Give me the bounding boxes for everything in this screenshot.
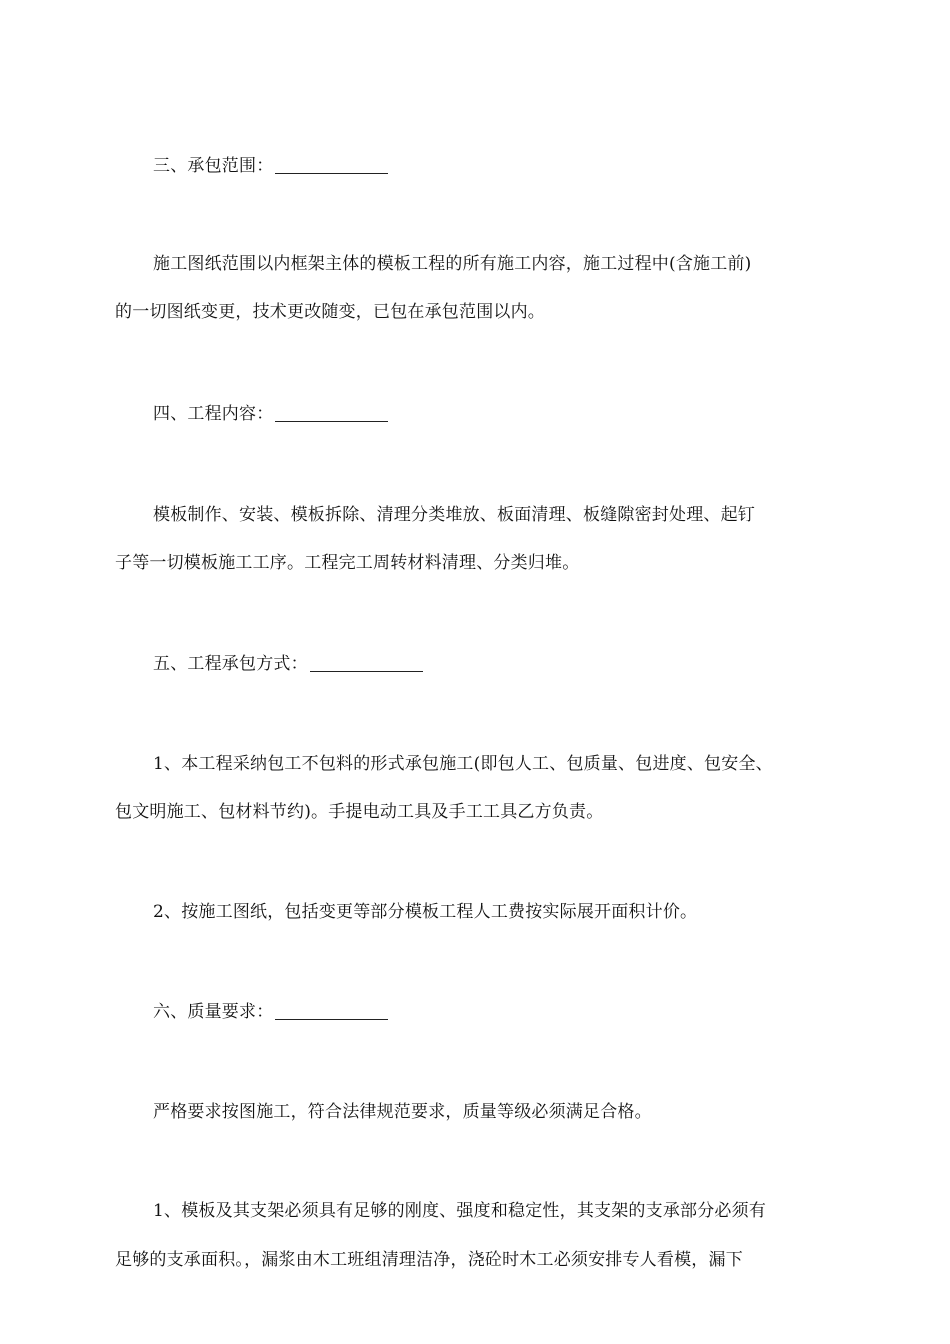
paragraph-line: 模板制作、安装、模板拆除、清理分类堆放、板面清理、板缝隙密封处理、起钉 <box>153 505 755 525</box>
fill-in-blank <box>310 653 423 672</box>
heading-text: 六、质量要求： <box>153 1002 274 1022</box>
section-heading-quality <box>153 1000 863 1024</box>
section-heading-scope <box>153 154 863 178</box>
fill-in-blank <box>275 155 388 174</box>
paragraph-line: 子等一切模板施工工序。工程完工周转材料清理、分类归堆。 <box>115 553 580 573</box>
heading-text: 三、承包范围： <box>153 156 274 176</box>
section-heading-contract-method <box>153 652 863 676</box>
paragraph-line: 严格要求按图施工，符合法律规范要求，质量等级必须满足合格。 <box>153 1102 652 1122</box>
fill-in-blank <box>275 403 388 422</box>
list-item-line: 足够的支承面积。，漏浆由木工班组清理洁净，浇砼时木工必须安排专人看模，漏下 <box>115 1250 743 1270</box>
heading-text: 四、工程内容： <box>153 404 274 424</box>
paragraph-line: 施工图纸范围以内框架主体的模板工程的所有施工内容，施工过程中(含施工前) <box>153 254 752 274</box>
list-item-line: 2、按施工图纸，包括变更等部分模板工程人工费按实际展开面积计价。 <box>153 902 698 922</box>
section-heading-content <box>153 402 863 426</box>
fill-in-blank <box>275 1001 388 1020</box>
list-item-line: 1、本工程采纳包工不包料的形式承包施工(即包人工、包质量、包进度、包安全、 <box>153 754 773 774</box>
paragraph-line: 的一切图纸变更，技术更改随变，已包在承包范围以内。 <box>115 302 545 322</box>
heading-text: 五、工程承包方式： <box>153 654 308 674</box>
list-item-line: 包文明施工、包材料节约)。手提电动工具及手工工具乙方负责。 <box>115 802 604 822</box>
list-item-line: 1、模板及其支架必须具有足够的刚度、强度和稳定性，其支架的支承部分必须有 <box>153 1201 767 1221</box>
